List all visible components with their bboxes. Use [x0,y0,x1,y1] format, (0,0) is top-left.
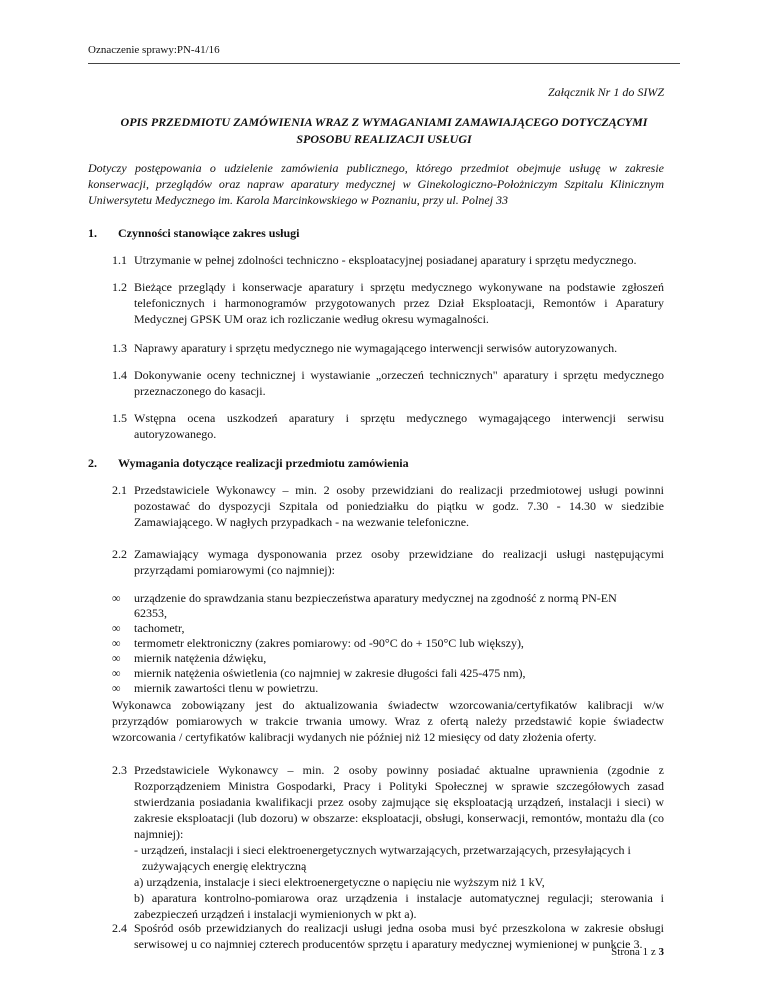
qualification-line: a) urządzenia, instalacje i sieci elektroenergetyczne o napięciu nie wyższym niż 1 kV, [134,875,545,889]
item-text: Przedstawiciele Wykonawcy – min. 2 osoby przewidziani do realizacji przedmiotowej usługi powinni pozostawać do dyspozycji Szpitala od poniedziałku do piątku w godz. 7.30 - 14.30 w siedzibie Zamawiającego. W nagłych przypadkach - na wezwanie telefoniczne. [134,483,664,529]
item-number: 1.5 [112,411,127,425]
item-text: Utrzymanie w pełnej zdolności techniczno - eksploatacyjnej posiadanej aparatury i sprzętu medycznego. [134,253,637,267]
bullet-text: miernik natężenia oświetlenia (co najmniej w zakresie długości fali 425-475 nm), [134,666,526,680]
calibration-note: Wykonawca zobowiązany jest do aktualizowania świadectw wzorcowania/certyfikatów kalibracji w/w przyrządów pomiarowych w trakcie trwania umowy. Wraz z ofertą należy przedstawić kopie świadectw wzorcowania / certyfikatów kalibracji wydanych nie później niż 12 miesięcy od daty złożenia oferty. [112,698,664,744]
qualification-line: - urządzeń, instalacji i sieci elektroenergetycznych wytwarzających, przetwarzających, przesyłających i [134,843,631,857]
bullet-symbol: ∞ [112,636,121,650]
item-text: Zamawiający wymaga dysponowania przez osoby przewidziane do realizacji usługi następującymi przyrządami pomiarowymi (co najmniej): [134,547,664,577]
list-item [112,279,664,327]
bullet-text: urządzenie do sprawdzania stanu bezpieczeństwa aparatury medycznej na zgodność z normą PN-EN 62353, [134,591,617,620]
page-total: 3 [658,946,664,958]
bullet-symbol: ∞ [112,681,121,695]
case-reference: Oznaczenie sprawy:PN-41/16 [88,44,220,56]
list-item [112,920,664,952]
document-title [96,114,672,148]
page-number [611,946,664,958]
bullet-symbol: ∞ [112,651,121,665]
bullet-text: termometr elektroniczny (zakres pomiarowy: od -90°C do + 150°C lub większy), [134,636,524,650]
item-number: 1.2 [112,280,127,294]
item-text: Dokonywanie oceny technicznej i wystawianie „orzeczeń technicznych" aparatury i sprzętu medycznego przeznaczonego do kasacji. [134,368,664,398]
bullet-item [112,636,638,651]
section-title: Wymagania dotyczące realizacji przedmiotu zamówienia [118,456,409,470]
page-number-prefix: Strona 1 z [611,946,659,958]
bullet-item [112,591,638,621]
item-number: 1.1 [112,253,127,267]
qualification-line: zużywających energię elektryczną [142,859,307,873]
list-item [112,252,664,268]
bullet-symbol: ∞ [112,591,121,605]
item-text: Wstępna ocena uszkodzeń aparatury i sprzętu medycznego wymagającego interwencji serwisu autoryzowanego. [134,411,664,441]
section-number: 2. [88,456,97,470]
bullet-item [112,681,638,696]
section-title: Czynności stanowiące zakres usługi [118,226,300,240]
list-item [112,762,664,842]
list-item [112,340,664,356]
item-number: 2.4 [112,921,127,935]
intro-paragraph: Dotyczy postępowania o udzielenie zamówienia publicznego, którego przedmiot obejmuje usługę w zakresie konserwacji, przeglądów oraz napraw aparatury medycznej w Ginekologiczno-Położniczym Szpitalu Klinicznym Uniwersytetu Medycznego im. Karola Marcinkowskiego w Poznaniu, przy ul. Polnej 33 [88,161,664,207]
item-number: 2.1 [112,483,127,497]
list-item [112,546,664,578]
qualification-line: b) aparatura kontrolno-pomiarowa oraz urządzenia i instalacje automatycznej regulacji; sterowania i zabezpieczeń urządzeń i instalacji wymienionych w pkt a). [134,891,664,921]
item-number: 2.3 [112,763,127,777]
header-divider [88,63,680,64]
list-item [112,367,664,399]
annex-label: Załącznik Nr 1 do SIWZ [547,85,664,99]
item-number: 1.3 [112,341,127,355]
item-text: Naprawy aparatury i sprzętu medycznego nie wymagającego interwencji serwisów autoryzowanych. [134,341,618,355]
bullet-text: miernik natężenia dźwięku, [134,651,267,665]
qualification-lines [112,842,664,922]
item-text: Bieżące przeglądy i konserwacje aparatury i sprzętu medycznego wykonywane na podstawie zgłoszeń telefonicznych i harmonogramów przygotowanych przez Dział Eksploatacji, Remontów i Aparatury Medycznej GPSK UM oraz ich rozliczanie według okresu wymagalności. [134,280,664,326]
bullet-item [112,651,638,666]
item-number: 2.2 [112,547,127,561]
item-text: Przedstawiciele Wykonawcy – min. 2 osoby powinny posiadać aktualne uprawnienia (zgodnie z Rozporządzeniem Ministra Gospodarki, Pracy i Polityki Społecznej w sprawie szczegółowych zasad stwierdzania posiadania kwalifikacji przez osoby zajmujące się eksploatacją urządzeń, instalacji i sieci) w zakresie eksploatacji (lub dozoru) w obszarze: eksploatacji, obsługi, konserwacji, remontów, montażu dla (co najmniej): [134,763,664,841]
bullet-symbol: ∞ [112,621,121,635]
list-item [112,410,664,442]
item-number: 1.4 [112,368,127,382]
item-text: Spośród osób przewidzianych do realizacji usługi jedna osoba musi być przeszkolona w zakresie obsługi serwisowej u co najmniej czterech producentów sprzętu i aparatury medycznej wymienionej w punkcie 3. [134,921,664,951]
section-number: 1. [88,226,97,240]
list-item [112,482,664,530]
bullet-item [112,621,638,636]
bullet-symbol: ∞ [112,666,121,680]
title-line-1: OPIS PRZEDMIOTU ZAMÓWIENIA WRAZ Z WYMAGANIAMI ZAMAWIAJĄCEGO DOTYCZĄCYMI [120,115,648,129]
bullet-text: tachometr, [134,621,185,635]
bullet-text: miernik zawartości tlenu w powietrzu. [134,681,319,695]
bullet-item [112,666,638,681]
title-line-2: SPOSOBU REALIZACJI USŁUGI [296,132,472,146]
